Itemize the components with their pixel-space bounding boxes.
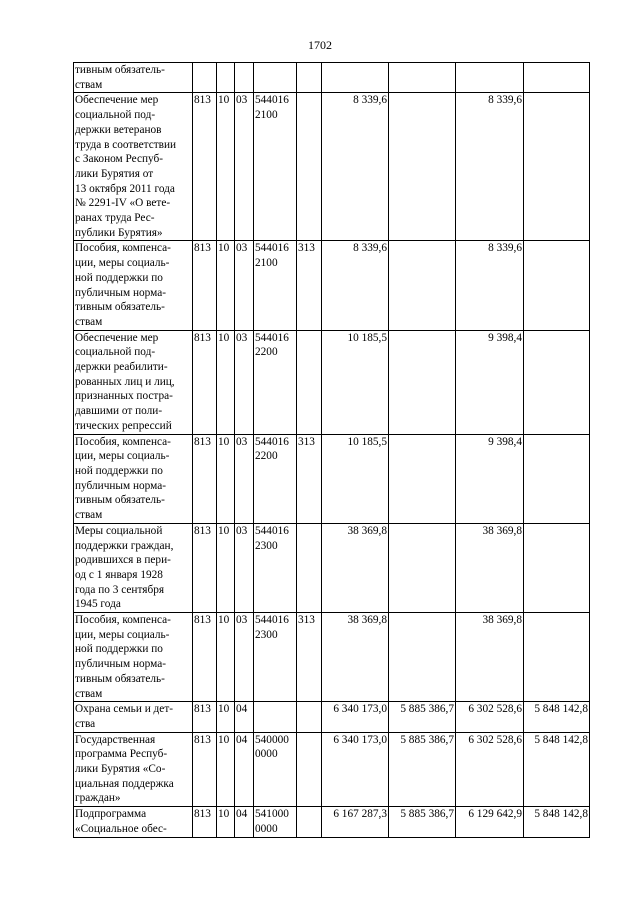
section-code-cell: 10 [217, 93, 235, 241]
amount-cell-a4: 5 848 142,8 [524, 702, 590, 732]
amount-cell-a3: 38 369,8 [456, 613, 524, 702]
name-line: социальной под- [75, 109, 156, 122]
amount-cell-a2 [389, 523, 456, 612]
amount-cell-a1: 8 339,6 [322, 93, 389, 241]
section-code-cell: 10 [217, 807, 235, 837]
target-article-cell [254, 241, 297, 330]
section-code-cell: 10 [217, 613, 235, 702]
subsection-code-cell: 04 [235, 702, 254, 732]
grbs-code-cell: 813 [193, 732, 217, 807]
amount-cell-a1: 6 167 287,3 [322, 807, 389, 837]
amount-cell-a1: 6 340 173,0 [322, 732, 389, 807]
subsection-code-cell: 04 [235, 807, 254, 837]
name-line: признанных постра- [75, 390, 173, 403]
target-article-line: 2300 [255, 628, 278, 641]
expense-type-cell: 313 [297, 434, 322, 523]
name-line: держки реабилити- [75, 361, 168, 374]
name-line: Государственная [75, 733, 156, 746]
grbs-code-cell: 813 [193, 523, 217, 612]
target-article-line: 544016 [255, 94, 289, 107]
amount-cell-a3: 6 302 528,6 [456, 732, 524, 807]
target-article-cell [254, 807, 297, 837]
row-name-cell [74, 523, 193, 612]
amount-cell-a1: 10 185,5 [322, 330, 389, 434]
amount-cell-a2 [389, 330, 456, 434]
name-line: 13 октября 2011 года [75, 182, 175, 195]
table-row [74, 732, 590, 807]
name-line: ранах труда Рес- [75, 212, 155, 225]
expense-type-cell [297, 732, 322, 807]
amount-cell-a4 [524, 434, 590, 523]
table-row [74, 63, 590, 93]
amount-cell-a1: 10 185,5 [322, 434, 389, 523]
expense-type-cell [297, 63, 322, 93]
section-code-cell: 10 [217, 241, 235, 330]
name-line: тивным обязатель- [75, 64, 165, 76]
subsection-code-cell: 03 [235, 330, 254, 434]
target-article-line: 2300 [255, 539, 278, 552]
target-article-cell [254, 732, 297, 807]
table-row [74, 241, 590, 330]
expense-type-cell [297, 807, 322, 837]
target-article-line: 2100 [255, 109, 278, 122]
name-line: Подпрограмма [75, 808, 147, 821]
name-line: лики Бурятия от [75, 167, 154, 180]
table-row [74, 330, 590, 434]
expense-type-cell [297, 702, 322, 732]
name-line: программа Респуб- [75, 748, 168, 761]
amount-cell-a3: 9 398,4 [456, 330, 524, 434]
target-article-line: 544016 [255, 331, 289, 344]
amount-cell-a3: 9 398,4 [456, 434, 524, 523]
amount-cell-a1 [322, 63, 389, 93]
target-article-cell [254, 613, 297, 702]
target-article-cell [254, 63, 297, 93]
name-line: ства [75, 717, 96, 730]
section-code-cell: 10 [217, 702, 235, 732]
amount-cell-a4: 5 848 142,8 [524, 807, 590, 837]
subsection-code-cell: 03 [235, 434, 254, 523]
amount-cell-a4 [524, 93, 590, 241]
amount-cell-a3: 38 369,8 [456, 523, 524, 612]
name-line: Пособия, компенса- [75, 242, 171, 255]
row-name-cell [74, 434, 193, 523]
name-line: родившихся в пери- [75, 554, 171, 567]
name-line: ствам [75, 509, 103, 522]
subsection-code-cell: 03 [235, 523, 254, 612]
target-article-line: 544016 [255, 242, 289, 255]
name-line: ной поддержки по [75, 643, 163, 656]
target-article-line: 541000 [255, 808, 289, 821]
name-line: тивным обязатель- [75, 494, 165, 507]
subsection-code-cell: 03 [235, 613, 254, 702]
name-line: публичным норма- [75, 286, 167, 299]
subsection-code-cell: 04 [235, 732, 254, 807]
amount-cell-a3: 6 129 642,9 [456, 807, 524, 837]
amount-cell-a2 [389, 63, 456, 93]
amount-cell-a1: 38 369,8 [322, 523, 389, 612]
name-line: Пособия, компенса- [75, 614, 171, 627]
grbs-code-cell: 813 [193, 434, 217, 523]
target-article-line: 544016 [255, 614, 289, 627]
budget-table-body [74, 63, 590, 838]
target-article-line: 544016 [255, 524, 289, 537]
name-line: Охрана семьи и дет- [75, 703, 174, 716]
row-name-cell [74, 330, 193, 434]
target-article-cell [254, 434, 297, 523]
target-article-line: 544016 [255, 435, 289, 448]
amount-cell-a3: 8 339,6 [456, 93, 524, 241]
name-line: ной поддержки по [75, 271, 163, 284]
name-line: рованных лиц и лиц, [75, 375, 175, 388]
name-line: 1945 года [75, 598, 121, 611]
amount-cell-a2 [389, 434, 456, 523]
amount-cell-a2 [389, 93, 456, 241]
name-line: публики Бурятия» [75, 226, 163, 239]
row-name-cell [74, 732, 193, 807]
name-line: «Социальное обес- [75, 822, 167, 835]
name-line: Меры социальной [75, 524, 163, 537]
amount-cell-a3: 8 339,6 [456, 241, 524, 330]
grbs-code-cell: 813 [193, 330, 217, 434]
amount-cell-a2 [389, 613, 456, 702]
section-code-cell: 10 [217, 434, 235, 523]
amount-cell-a4 [524, 63, 590, 93]
target-article-cell [254, 330, 297, 434]
subsection-code-cell: 03 [235, 93, 254, 241]
amount-cell-a4 [524, 613, 590, 702]
name-line: года по 3 сентября [75, 583, 165, 596]
row-name-cell [74, 613, 193, 702]
table-row [74, 807, 590, 837]
target-article-line: 2200 [255, 450, 278, 463]
section-code-cell: 10 [217, 732, 235, 807]
name-line: циальная поддержка [75, 777, 174, 790]
table-row [74, 434, 590, 523]
grbs-code-cell: 813 [193, 241, 217, 330]
name-line: ции, меры социаль- [75, 628, 170, 641]
name-line: Обеспечение мер [75, 331, 159, 344]
row-name-cell [74, 807, 193, 837]
amount-cell-a2 [389, 241, 456, 330]
grbs-code-cell: 813 [193, 702, 217, 732]
amount-cell-a4: 5 848 142,8 [524, 732, 590, 807]
table-row [74, 523, 590, 612]
name-line: тивным обязатель- [75, 301, 165, 314]
target-article-line: 0000 [255, 822, 278, 835]
expense-type-cell [297, 93, 322, 241]
budget-table [73, 62, 590, 838]
expense-type-cell: 313 [297, 241, 322, 330]
name-line: тивным обязатель- [75, 672, 165, 685]
amount-cell-a3 [456, 63, 524, 93]
grbs-code-cell [193, 63, 217, 93]
target-article-cell [254, 523, 297, 612]
name-line: Обеспечение мер [75, 94, 159, 107]
amount-cell-a1: 38 369,8 [322, 613, 389, 702]
subsection-code-cell [235, 63, 254, 93]
grbs-code-cell: 813 [193, 807, 217, 837]
table-row [74, 613, 590, 702]
table-row [74, 93, 590, 241]
grbs-code-cell: 813 [193, 93, 217, 241]
page-number: 1702 [308, 38, 332, 52]
amount-cell-a2: 5 885 386,7 [389, 807, 456, 837]
name-line: публичным норма- [75, 658, 167, 671]
amount-cell-a1: 8 339,6 [322, 241, 389, 330]
target-article-line: 0000 [255, 748, 278, 761]
grbs-code-cell: 813 [193, 613, 217, 702]
expense-type-cell: 313 [297, 613, 322, 702]
name-line: ции, меры социаль- [75, 450, 170, 463]
name-line: ной поддержки по [75, 464, 163, 477]
name-line: давшими от поли- [75, 405, 163, 418]
name-line: ствам [75, 315, 103, 328]
section-code-cell: 10 [217, 523, 235, 612]
name-line: публичным норма- [75, 479, 167, 492]
expense-type-cell [297, 523, 322, 612]
name-line: тических репрессий [75, 419, 172, 432]
name-line: ции, меры социаль- [75, 257, 170, 270]
amount-cell-a4 [524, 241, 590, 330]
amount-cell-a1: 6 340 173,0 [322, 702, 389, 732]
row-name-cell [74, 93, 193, 241]
name-line: социальной под- [75, 346, 156, 359]
name-line: держки ветеранов [75, 123, 162, 136]
name-line: с Законом Респуб- [75, 153, 164, 166]
row-name-cell [74, 63, 193, 93]
amount-cell-a4 [524, 523, 590, 612]
table-row [74, 702, 590, 732]
section-code-cell [217, 63, 235, 93]
section-code-cell: 10 [217, 330, 235, 434]
name-line: труда в соответствии [75, 138, 177, 151]
name-line: поддержки граждан, [75, 539, 174, 552]
row-name-cell [74, 702, 193, 732]
amount-cell-a4 [524, 330, 590, 434]
target-article-cell [254, 93, 297, 241]
subsection-code-cell: 03 [235, 241, 254, 330]
name-line: ствам [75, 687, 103, 700]
target-article-line: 540000 [255, 733, 289, 746]
name-line: Пособия, компенса- [75, 435, 171, 448]
name-line: од с 1 января 1928 [75, 568, 163, 581]
target-article-line: 2100 [255, 257, 278, 270]
name-line: лики Бурятия «Со- [75, 763, 166, 776]
row-name-cell [74, 241, 193, 330]
name-line: № 2291-IV «О вете- [75, 197, 171, 210]
target-article-cell [254, 702, 297, 732]
name-line: ствам [75, 78, 103, 91]
name-line: граждан» [75, 792, 121, 805]
amount-cell-a2: 5 885 386,7 [389, 702, 456, 732]
amount-cell-a2: 5 885 386,7 [389, 732, 456, 807]
amount-cell-a3: 6 302 528,6 [456, 702, 524, 732]
target-article-line: 2200 [255, 346, 278, 359]
expense-type-cell [297, 330, 322, 434]
